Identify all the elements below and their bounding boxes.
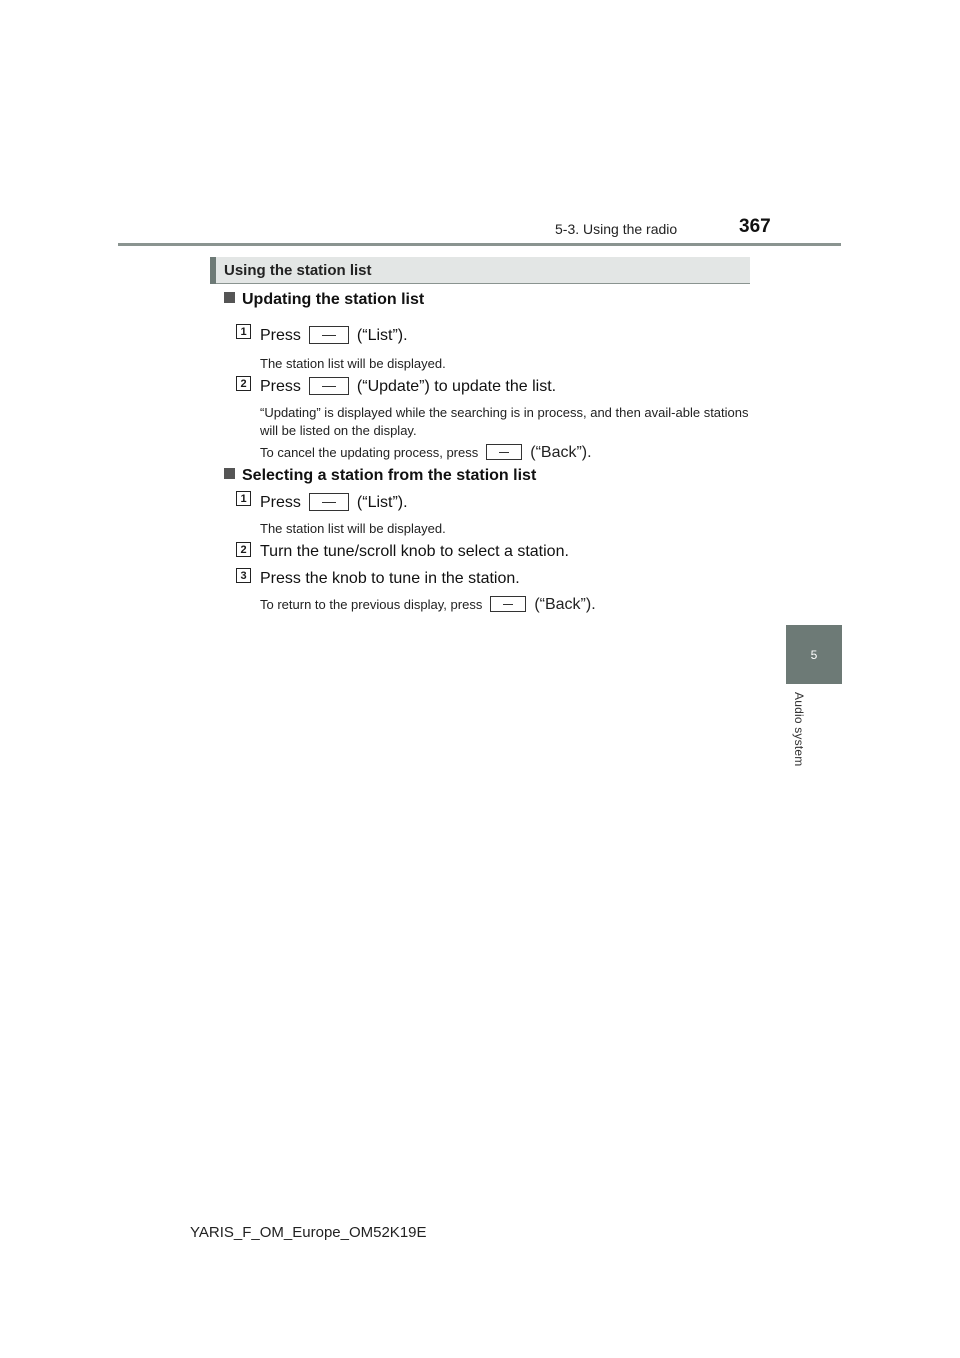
- step-number-badge: 1: [236, 324, 251, 339]
- header-rule: [118, 243, 841, 246]
- cancel-note: To cancel the updating process, press (“Back”).: [260, 444, 592, 461]
- step-instruction: Press the knob to tune in the station.: [260, 570, 520, 587]
- subheading-text: Updating the station list: [242, 291, 425, 308]
- square-bullet-icon: [224, 468, 235, 479]
- update-button-icon: [309, 377, 349, 395]
- step-number-badge: 2: [236, 376, 251, 391]
- header-section: 5-3. Using the radio: [555, 221, 678, 237]
- title-accent: [210, 257, 216, 284]
- step-number-badge: 2: [236, 542, 251, 557]
- section-title: Using the station list: [224, 262, 372, 279]
- back-button-icon: [486, 444, 522, 460]
- step-instruction: Turn the tune/scroll knob to select a station.: [260, 543, 569, 560]
- document-footer: YARIS_F_OM_Europe_OM52K19E: [190, 1224, 427, 1241]
- subheading-text: Selecting a station from the station list: [242, 467, 537, 484]
- square-bullet-icon: [224, 292, 235, 303]
- step-note: The station list will be displayed.: [260, 521, 446, 536]
- subheading-updating: [224, 291, 424, 309]
- subheading-selecting: [224, 467, 536, 485]
- step-note: “Updating” is displayed while the searching is in process, and then avail-able stations will be listed on the display.: [260, 405, 749, 438]
- step-instruction: Press (“List”).: [260, 327, 408, 344]
- step-number-badge: 3: [236, 568, 251, 583]
- list-button-icon: [309, 326, 349, 344]
- back-button-icon: [490, 596, 526, 612]
- step-instruction: Press (“Update”) to update the list.: [260, 378, 557, 395]
- step-note: The station list will be displayed.: [260, 356, 446, 371]
- step-instruction: Press (“List”).: [260, 494, 408, 511]
- page-number: 367: [739, 216, 771, 237]
- list-button-icon: [309, 493, 349, 511]
- chapter-tab: [786, 625, 842, 684]
- chapter-number: 5: [810, 647, 818, 662]
- return-note: To return to the previous display, press (“Back”).: [260, 596, 596, 613]
- chapter-label: Audio system: [792, 692, 806, 767]
- section-title-bar: [210, 257, 750, 284]
- step-number-badge: 1: [236, 491, 251, 506]
